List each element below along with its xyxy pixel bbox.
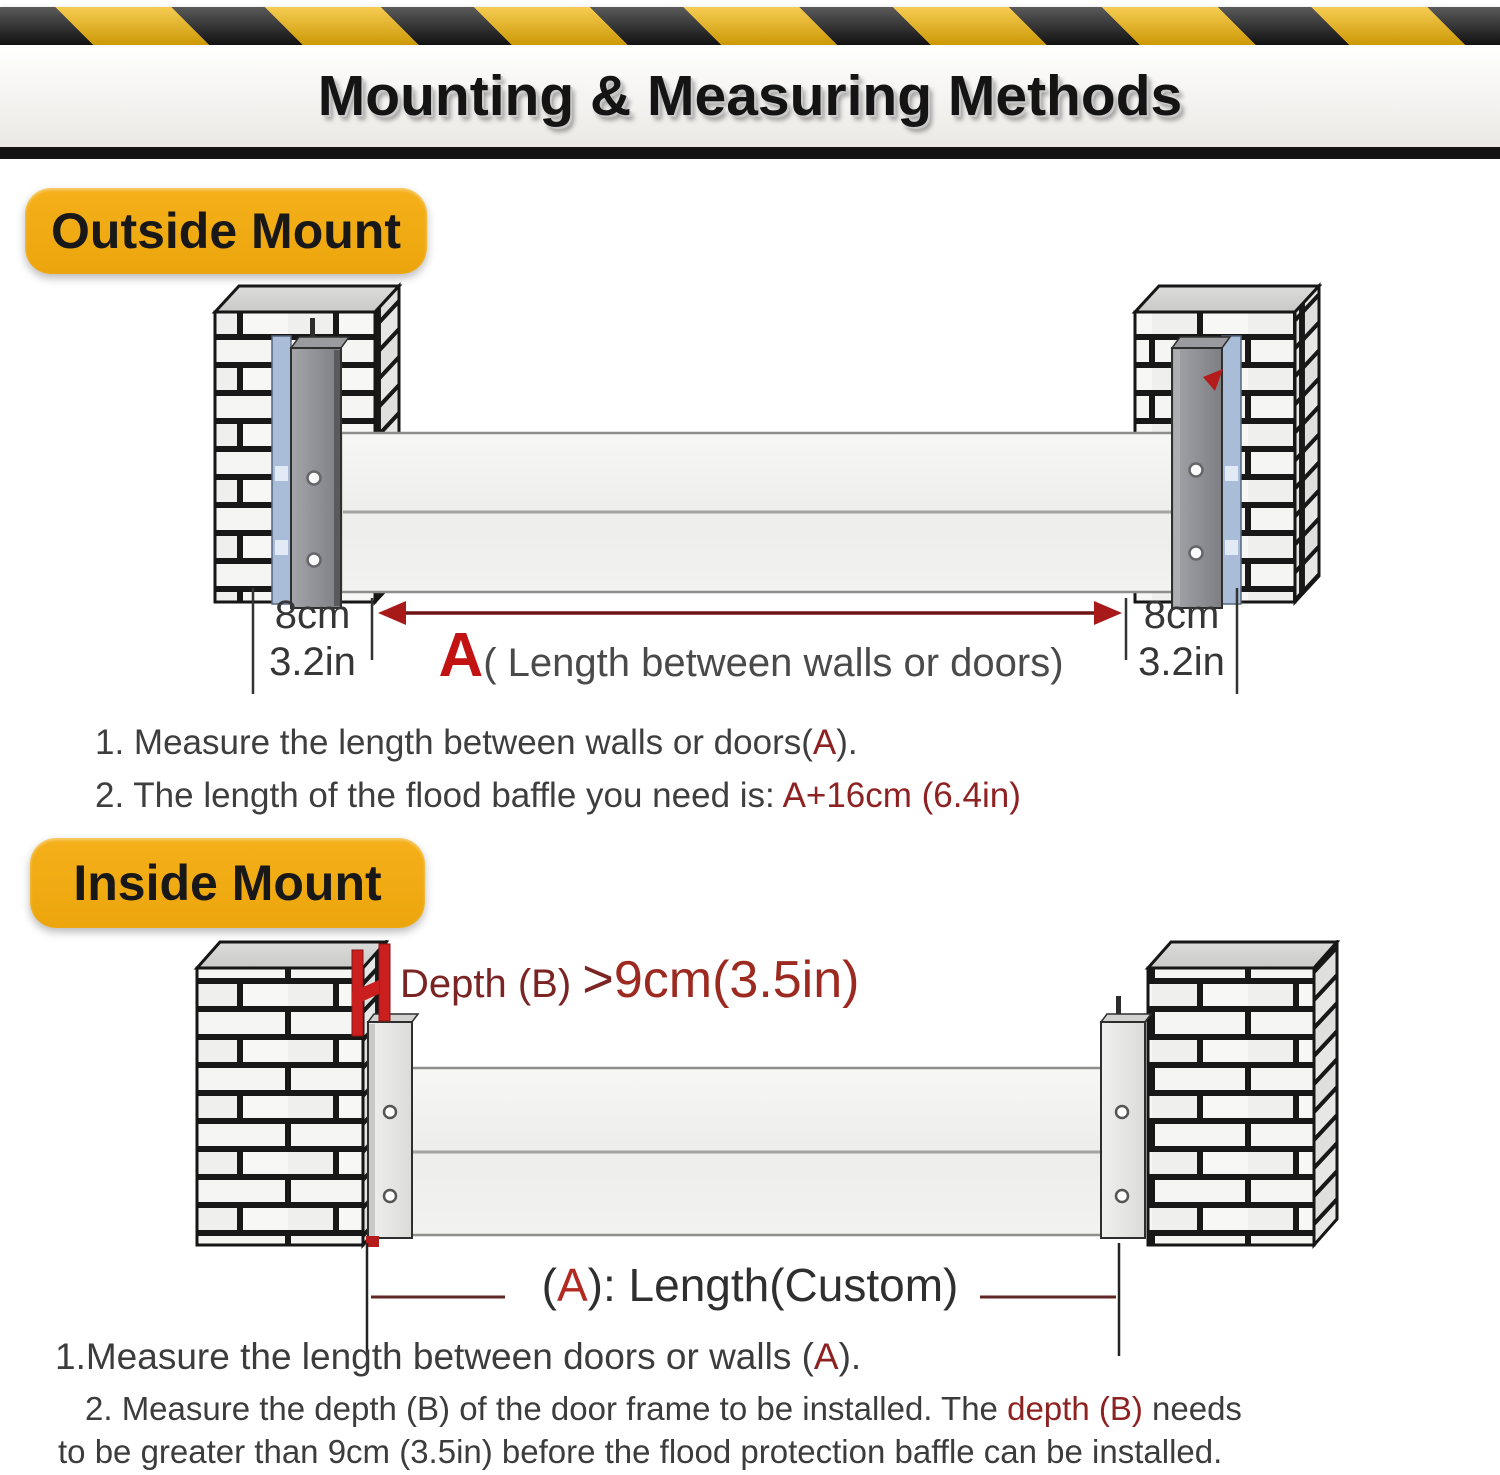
caution-tape — [0, 7, 1500, 45]
outside-left-seal-strip — [272, 336, 291, 604]
length-variable-a: A — [438, 621, 484, 690]
header-band — [0, 45, 1500, 147]
inside-right-pillar — [1148, 942, 1337, 1245]
outside-left-bracket — [291, 318, 349, 608]
outside-dim-right-label: 8cm 3.2in — [1138, 593, 1225, 684]
header-divider — [0, 147, 1500, 159]
outside-dim-left-label: 8cm 3.2in — [269, 593, 356, 684]
inside-instruction-1: 1.Measure the length between doors or walls (A). — [55, 1336, 862, 1377]
outside-flood-barrier — [341, 433, 1181, 592]
inside-mount-badge-label: Inside Mount — [73, 855, 382, 911]
outside-length-label: A( Length between walls or doors) — [438, 621, 1064, 690]
inside-mount-badge — [30, 838, 425, 928]
outside-right-seal-strip — [1222, 336, 1241, 604]
outside-instruction-1: 1. Measure the length between walls or doors(A). — [95, 723, 858, 762]
page-title: Mounting & Measuring Methods — [317, 64, 1183, 128]
outside-instruction-2: 2. The length of the flood baffle you need is: A+16cm (6.4in) — [95, 776, 1021, 815]
outside-right-bracket — [1172, 337, 1230, 608]
outside-instructions — [95, 716, 1021, 822]
length-variable-a: A — [556, 1259, 588, 1311]
inside-left-bracket — [368, 1014, 418, 1238]
outside-mount-badge-label: Outside Mount — [51, 203, 401, 259]
outside-mount-badge — [25, 188, 427, 274]
inside-instruction-2-line2: to be greater than 9cm (3.5in) before the flood protection baffle can be installed. — [58, 1433, 1223, 1470]
inside-length-label: (A): Length(Custom) — [541, 1259, 959, 1311]
inside-instruction-2-line1: 2. Measure the depth (B) of the door frame to be installed. The depth (B) needs — [85, 1390, 1242, 1427]
depth-requirement-label: Depth (B) >9cm(3.5in) — [400, 949, 860, 1009]
inside-flood-barrier — [408, 1068, 1104, 1235]
inside-right-bracket — [1101, 996, 1151, 1238]
